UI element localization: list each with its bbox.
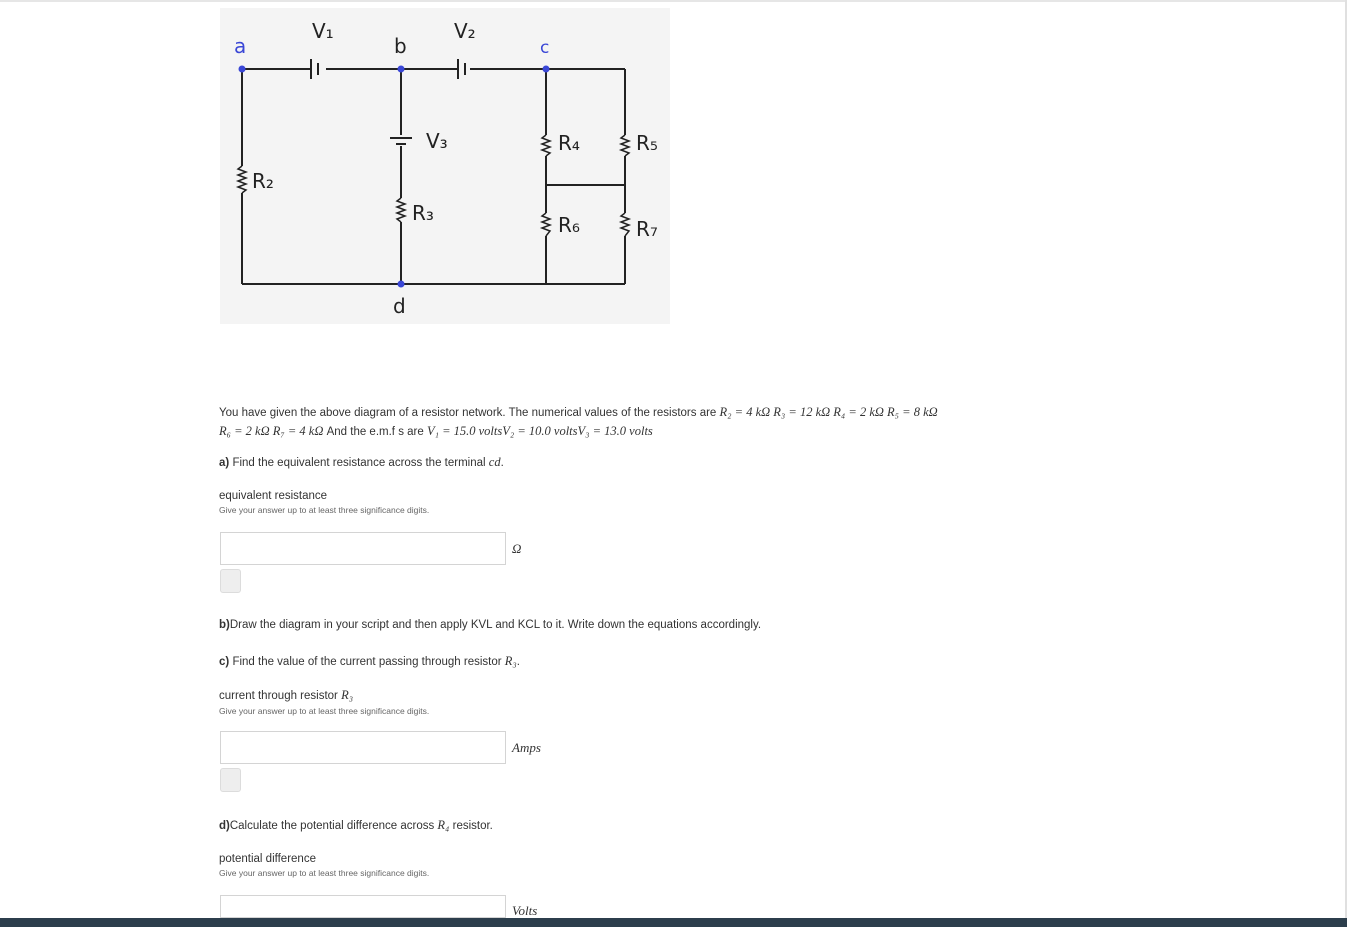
- part-d-letter: d): [219, 820, 230, 832]
- node-d-label: d: [393, 294, 406, 318]
- part-d-hint: Give your answer up to at least three significance digits.: [219, 868, 430, 878]
- part-b-letter: b): [219, 619, 230, 631]
- part-d-label: potential difference: [219, 853, 316, 865]
- v2-label: V₂: [454, 19, 476, 43]
- part-a-var: cd: [488, 455, 501, 469]
- r4-label: R₄: [558, 131, 580, 155]
- part-a-label: equivalent resistance: [219, 490, 328, 502]
- part-a-text: Find the equivalent resistance across the terminal: [232, 457, 486, 469]
- r5-label: R₅: [636, 131, 658, 155]
- circuit-diagram: [220, 8, 670, 324]
- node-c-label: c: [540, 38, 550, 58]
- v3-label: V₃: [426, 129, 448, 153]
- problem-intro: [219, 403, 1019, 441]
- r3-label: R₃: [412, 201, 434, 225]
- part-d-question: [219, 818, 493, 833]
- resistor-values-line2: R₆ = 2 kΩ R₇ = 4 kΩ: [219, 424, 324, 438]
- part-c-label: [219, 688, 429, 703]
- part-c-question: [219, 654, 520, 669]
- r6-label: R₆: [558, 213, 580, 237]
- node-b-label: b: [394, 34, 407, 58]
- part-a-question: [219, 455, 504, 470]
- part-a-hint: Give your answer up to at least three significance digits.: [219, 505, 430, 515]
- taskbar: [0, 918, 1347, 927]
- resistor-values-line1: R₂ = 4 kΩ R₃ = 12 kΩ R₄ = 2 kΩ R₅ = 8 kΩ: [719, 405, 938, 419]
- circuit-svg: [220, 8, 670, 324]
- emf-text: And the e.m.f s are: [326, 426, 424, 438]
- r7-label: R₇: [636, 217, 658, 241]
- part-d-end: resistor.: [452, 820, 493, 832]
- part-a-answer-header: [219, 490, 429, 515]
- part-b-question: [219, 619, 761, 631]
- part-a-unit: Ω: [512, 541, 522, 556]
- part-a-letter: a): [219, 457, 230, 469]
- equivalent-resistance-input[interactable]: [220, 532, 506, 565]
- top-divider: [0, 0, 1347, 2]
- part-d-unit: Volts: [512, 903, 538, 918]
- part-c-text: Find the value of the current passing through resistor: [232, 656, 502, 668]
- part-c-label-var: R₃: [341, 688, 354, 702]
- part-d-answer-header: [219, 853, 429, 878]
- node-b-dot: [398, 66, 405, 73]
- part-c-check-button[interactable]: [220, 768, 241, 792]
- part-c-var: R₃: [504, 654, 517, 668]
- part-c-label-text: current through resistor: [219, 690, 338, 702]
- part-b-text: Draw the diagram in your script and then apply KVL and KCL to it. Write down the equations accordingly.: [229, 619, 762, 631]
- node-a-label: a: [234, 34, 247, 58]
- part-c-hint: Give your answer up to at least three significance digits.: [219, 706, 430, 716]
- part-d-text: Calculate the potential difference across: [229, 820, 435, 832]
- node-c-dot: [543, 66, 550, 73]
- intro-text: You have given the above diagram of a resistor network. The numerical values of the resistors are: [219, 407, 717, 419]
- part-a-end: .: [500, 457, 504, 469]
- v1-label: V₁: [312, 19, 334, 43]
- part-c-unit: Amps: [512, 740, 541, 755]
- part-c-letter: c): [219, 656, 230, 668]
- emf-values: V₁ = 15.0 voltsV₂ = 10.0 voltsV₃ = 13.0 volts: [426, 424, 653, 438]
- r2-label: R₂: [252, 169, 274, 193]
- potential-difference-input[interactable]: [220, 895, 506, 918]
- part-d-var: R₄: [437, 818, 450, 832]
- node-a-dot: [239, 66, 246, 73]
- part-c-answer-header: [219, 688, 429, 716]
- part-a-check-button[interactable]: [220, 569, 241, 593]
- current-r3-input[interactable]: [220, 731, 506, 764]
- part-c-end: .: [516, 656, 520, 668]
- node-d-dot: [398, 281, 405, 288]
